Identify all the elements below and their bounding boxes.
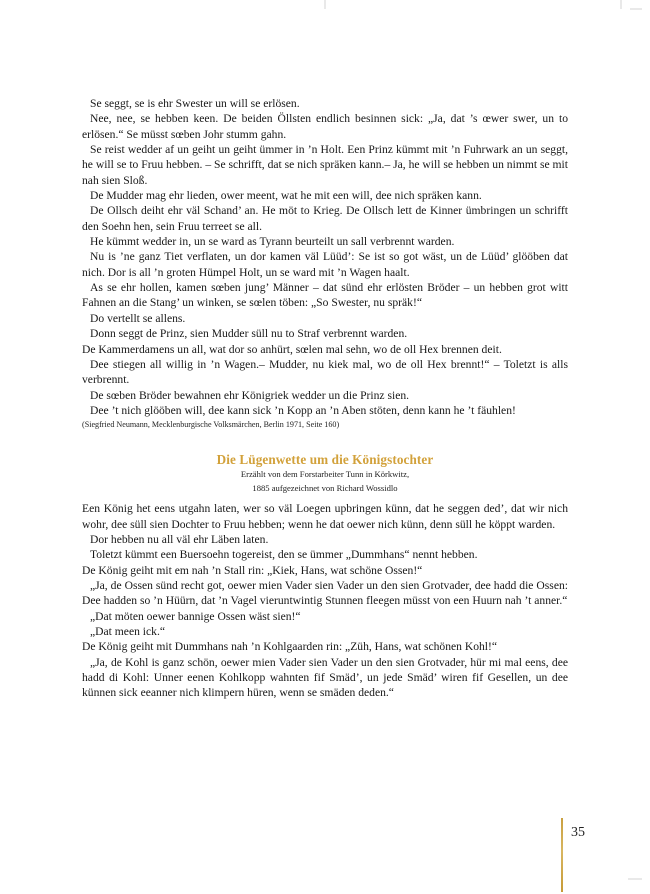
- crop-mark-top-right-vertical: [620, 0, 622, 9]
- story-two-title: Die Lügenwette um die Königstochter: [216, 452, 434, 468]
- paragraph: Se seggt, se is ehr Swester un will se erlösen.: [90, 97, 300, 110]
- paragraph: Dee stiegen all willig in ’n Wagen.– Mudder, nu kiek mal, wo de oll Hex brennt!“ – Toletzt is alls verbrennt.: [82, 357, 568, 387]
- story-two-subtitle-line-1: Erzählt von dem Forstarbeiter Tunn in Körkwitz,: [240, 469, 410, 480]
- paragraph: „Ja, de Kohl is ganz schön, oewer mien Vader sien Vader un den sien Grotvader, hür mi mal eens, dee hadd di Kohl: Unner eenen Kohlkopp wahnten fif Smäd’, un jede Smäd’ wiren fif Gesellen, un dee künnen sick eeanner nich klimpern hüren, wenn se smäden deden.“: [82, 655, 568, 700]
- story-one-body: [82, 96, 568, 431]
- paragraph: De Ollsch deiht ehr väl Schand’ an. He möt to Krieg. De Ollsch lett de Kinner ümbringen un schrifft den Soehn hen, sein Fruu terreet se all.: [82, 204, 568, 233]
- paragraph: Se reist wedder af un geiht un geiht ümmer in ’n Holt. Een Prinz kümmt mit ’n Fuhrwark an un seggt, he will se to Fruu hebben. – Se schrifft, dat se nich spräken kann.– Ja, he will se hebben un nimmt se mit nah sien Sloß.: [82, 143, 568, 187]
- paragraph: De König geiht mit Dummhans nah ’n Kohlgaarden rin: „Züh, Hans, wat schönen Kohl!“: [82, 640, 498, 654]
- paragraph: De Kammerdamens un all, wat dor so anhürt, sœlen mal sehn, wo de oll Hex brennen deit.: [82, 342, 502, 356]
- paragraph: As se ehr hollen, kamen sœben jung’ Männer – dat sünd ehr erlösten Bröder – un hebben grot witt Fahnen an die Stang’ un winken, se sœlen töben: „So Swester, nu spräk!“: [82, 281, 568, 310]
- crop-mark-top-center: [324, 0, 326, 9]
- footer-accent-rule: [561, 818, 563, 892]
- paragraph: Do vertellt se allens.: [90, 311, 186, 325]
- paragraph: „Dat meen ick.“: [90, 624, 165, 638]
- paragraph: De Mudder mag ehr lieden, ower meent, wat he mit een will, dee nich spräken kann.: [90, 189, 482, 203]
- paragraph: Dor hebben nu all väl ehr Läben laten.: [90, 532, 269, 546]
- story-one-citation: (Siegfried Neumann, Mecklenburgische Volksmärchen, Berlin 1971, Seite 160): [82, 420, 340, 430]
- page-content-column: [82, 96, 568, 701]
- paragraph: He kümmt wedder in, un se ward as Tyrann beurteilt un sall verbrennt warden.: [90, 235, 455, 249]
- paragraph: Nu is ’ne ganz Tiet verflaten, un dor kamen väl Lüüd’: Se ist so got wäst, un de Lüüd’ glööben dat nich. Dor is all ’n groten Hümpel Holt, un se ward mit ’n Wagen haalt.: [82, 250, 568, 279]
- page-footer: [0, 816, 650, 894]
- paragraph: Donn seggt de Prinz, sien Mudder süll nu to Straf verbrennt warden.: [90, 327, 408, 341]
- paragraph: Een König het eens utgahn laten, wer so väl Loegen upbringen künn, dat he seggen ded’, dat wir nich wohr, dee süll sien Dochter to Fruu hebben; wenn he dat oewer nich künn, denn süll he köppt warden.: [82, 502, 568, 531]
- paragraph: „Dat möten oewer bannige Ossen wäst sien!“: [90, 609, 301, 623]
- paragraph: „Ja, de Ossen sünd recht got, oewer mien Vader sien Vader un den sien Grotvader, dee hadd die Ossen: Dee hadden so ’n Hüürn, dat ’n Vagel vieruntwintig Stunnen fleegen müsst von een Huurn nah ’t anner.“: [82, 578, 568, 608]
- paragraph: De König geiht mit em nah ’n Stall rin: „Kiek, Hans, wat schöne Ossen!“: [82, 563, 423, 577]
- paragraph: Toletzt kümmt een Buersoehn togereist, den se ümmer „Dummhans“ nennt hebben.: [90, 548, 478, 562]
- story-two-heading-block: [82, 452, 568, 495]
- heading-spacer-top: [82, 431, 568, 452]
- paragraph: Nee, nee, se hebben keen. De beiden Öllsten endlich besinnen sick: „Ja, dat ’s œwer swer, un to erlösen.“ Se müsst sœben Johr stumm gahn.: [82, 112, 568, 141]
- paragraph: Dee ’t nich glööben will, dee kann sick ’n Kopp an ’n Aben stöten, denn kann he ’t fäuhlen!: [90, 403, 516, 417]
- page-number: 35: [571, 825, 585, 840]
- crop-mark-top-right-horizontal: [630, 8, 642, 10]
- paragraph: De sœben Bröder bewahnen ehr Königriek wedder un die Prinz sien.: [90, 388, 410, 402]
- story-two-subtitle-line-2: 1885 aufgezeichnet von Richard Wossidlo: [252, 482, 398, 493]
- story-two-body: [82, 501, 568, 700]
